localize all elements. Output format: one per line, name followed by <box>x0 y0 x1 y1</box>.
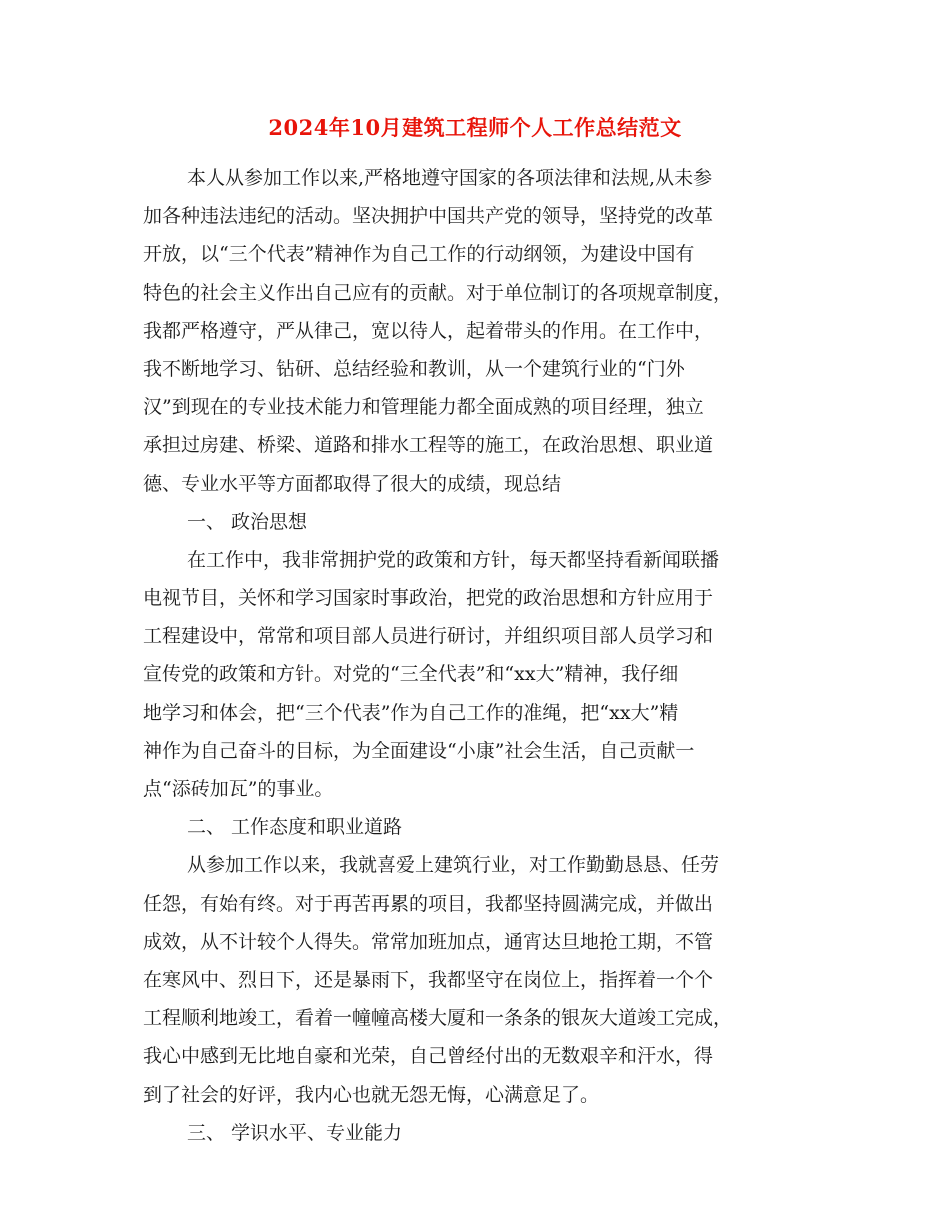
paragraph-line: 汉”到现在的专业技术能力和管理能力都全面成熟的项目经理，独立 <box>143 396 704 419</box>
paragraph-line: 加各种违法违纪的活动。坚决拥护中国共产党的领导，坚持党的改革 <box>143 205 714 228</box>
paragraph-line: 工程顺利地竣工，看着一幢幢高楼大厦和一条条的银灰大道竣工完成， <box>143 1007 733 1030</box>
document-body <box>143 159 809 1152</box>
paragraph-line: 我心中感到无比地自豪和光荣，自己曾经付出的无数艰辛和汗水，得 <box>143 1045 714 1068</box>
paragraph-line: 本人从参加工作以来,严格地遵守国家的各项法律和法规,从未参 <box>187 167 713 189</box>
paragraph-line: 成效，从不计较个人得失。常常加班加点，通宵达旦地抢工期，不管 <box>143 930 714 953</box>
paragraph-line: 我不断地学习、钻研、总结经验和教训，从一个建筑行业的“门外 <box>143 357 685 380</box>
paragraph-line: 德、专业水平等方面都取得了很大的成绩，现总结 <box>143 472 562 495</box>
paragraph-line: 到了社会的好评，我内心也就无怨无悔，心满意足了。 <box>143 1083 600 1106</box>
paragraph-line: 从参加工作以来，我就喜爱上建筑行业，对工作勤勤恳恳、任劳 <box>187 854 720 877</box>
paragraph-line: 宣传党的政策和方针。对党的“三全代表”和“xx大”精神，我仔细 <box>143 663 679 686</box>
paragraph-line: 地学习和体会，把“三个代表”作为自己工作的准绳，把“xx大”精 <box>143 701 679 724</box>
section-heading: 三、 学识水平、专业能力 <box>187 1121 403 1144</box>
section-heading: 一、 政治思想 <box>187 510 308 533</box>
section-heading: 二、 工作态度和职业道路 <box>187 816 403 839</box>
paragraph-line: 工程建设中，常常和项目部人员进行研讨，并组织项目部人员学习和 <box>143 625 714 648</box>
document-title: 2024年10月建筑工程师个人工作总结范文 <box>268 115 682 140</box>
paragraph-line: 在工作中，我非常拥护党的政策和方针，每天都坚持看新闻联播 <box>187 548 720 571</box>
paragraph-line: 点“添砖加瓦”的事业。 <box>143 778 334 800</box>
paragraph-line: 电视节目，关怀和学习国家时事政治，把党的政治思想和方针应用于 <box>143 587 714 610</box>
paragraph-line: 任怨，有始有终。对于再苦再累的项目，我都坚持圆满完成，并做出 <box>143 892 714 915</box>
paragraph-line: 开放，以“三个代表”精神作为自己工作的行动纲领，为建设中国有 <box>143 243 695 266</box>
paragraph-line: 在寒风中、烈日下，还是暴雨下，我都坚守在岗位上，指挥着一个个 <box>143 968 714 991</box>
paragraph-line: 承担过房建、桥梁、道路和排水工程等的施工，在政治思想、职业道 <box>143 434 714 457</box>
paragraph-line: 特色的社会主义作出自己应有的贡献。对于单位制订的各项规章制度， <box>143 281 733 304</box>
paragraph-line: 神作为自己奋斗的目标，为全面建设“小康”社会生活，自己贡献一 <box>143 739 695 762</box>
paragraph-line: 我都严格遵守，严从律己，宽以待人，起着带头的作用。在工作中， <box>143 319 714 342</box>
